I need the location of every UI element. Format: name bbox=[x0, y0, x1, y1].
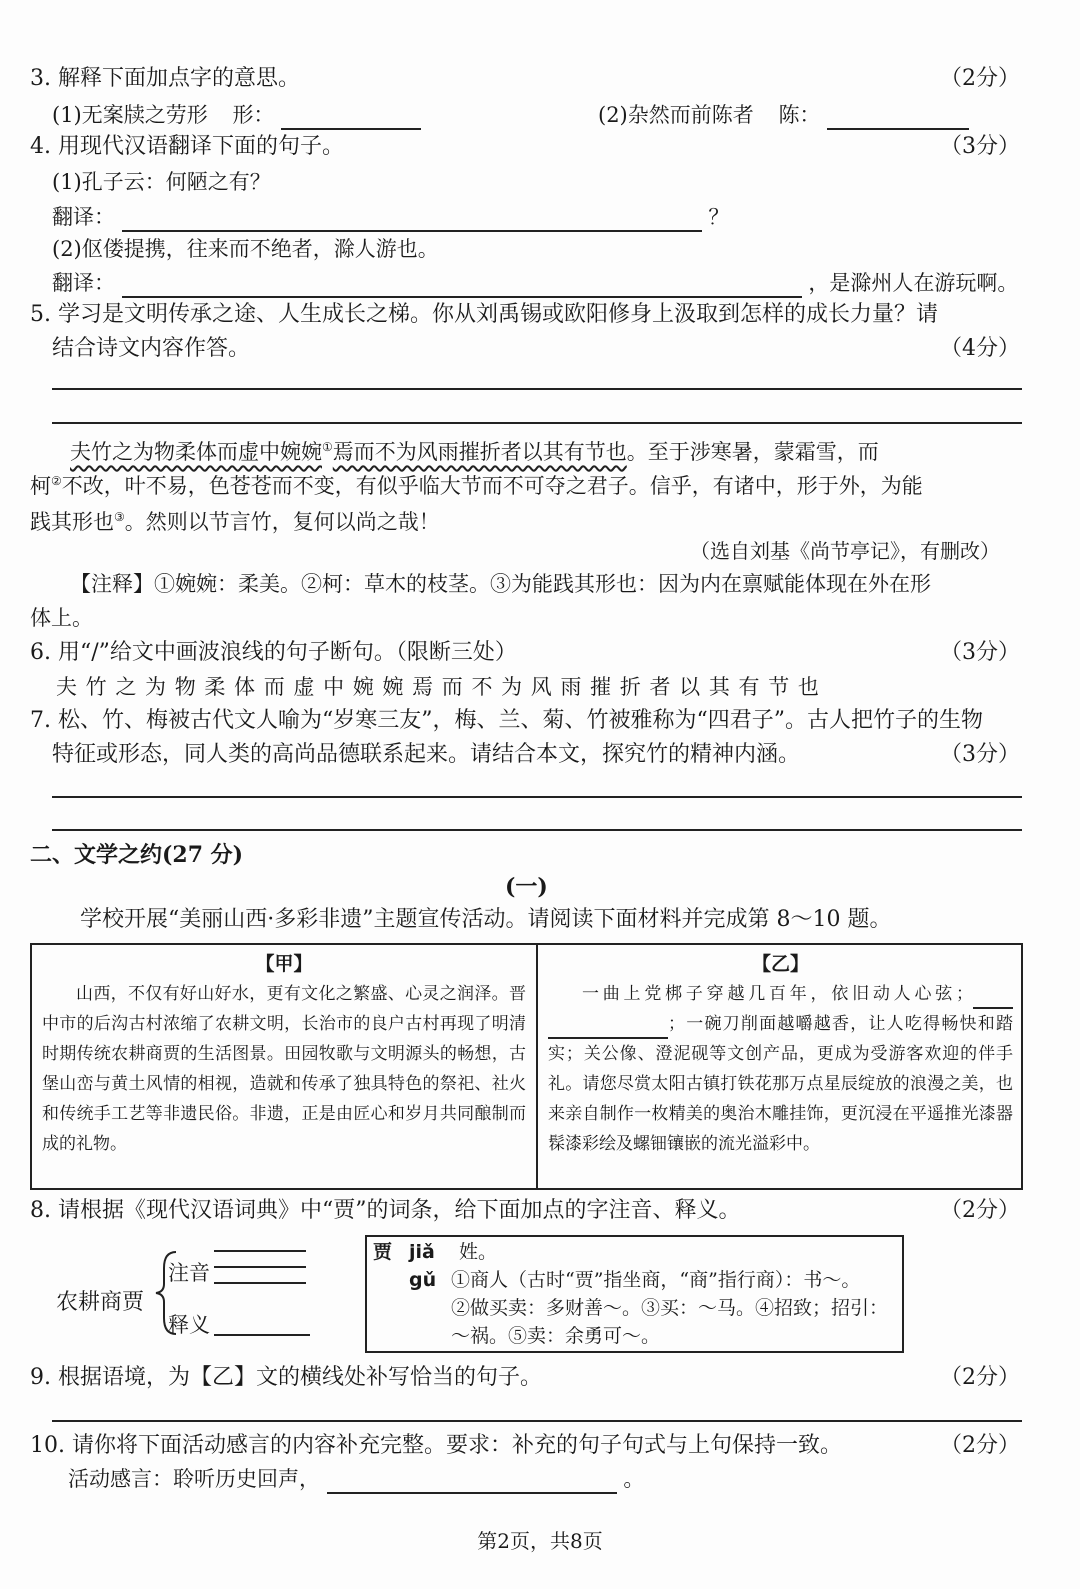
section2-title: 二、文学之约(27 分) bbox=[30, 842, 244, 868]
section2-intro: 学校开展“美丽山西·多彩非遗”主题宣传活动。请阅读下面材料并完成第 8～10 题。 bbox=[80, 907, 892, 932]
q4-end1: ？ bbox=[708, 205, 730, 229]
dict-gu-pinyin: gǔ bbox=[409, 1269, 437, 1291]
passage-wavy-b: 焉而不为风雨摧折者以其有节也 bbox=[332, 440, 627, 464]
q8-meaning-line[interactable] bbox=[214, 1334, 310, 1336]
q10-prompt: 活动感言：聆听历史回声， bbox=[68, 1467, 320, 1491]
dict-gu-def-2: ②做买卖：多财善～。③买：～马。④招致；招引： bbox=[451, 1297, 889, 1319]
material-yi-head: 【乙】 bbox=[751, 953, 809, 975]
passage-line3-a: 践其形也 bbox=[30, 510, 114, 534]
material-yi-text-2: ；一碗刀削面越嚼越香，让人吃得畅快和踏实；关公像、澄泥砚等文创产品，更成为受游客欢迎的伴手礼。请您尽赏太阳古镇打铁花那万点星辰绽放的浪漫之美，也来亲自制作一枚精美的奥治木雕挂饰，更沉浸在平遥推光漆器髹漆彩绘及螺钿镶嵌的流光溢彩中。 bbox=[548, 1014, 1013, 1154]
q4-translate1 bbox=[52, 202, 729, 232]
q10-title: 10. 请你将下面活动感言的内容补充完整。要求：补充的句子句式与上句保持一致。 bbox=[30, 1433, 842, 1458]
q3-item2-key: 陈： bbox=[778, 103, 821, 127]
q6-points: （3分） bbox=[940, 640, 1020, 665]
passage-line2-a: 柯 bbox=[30, 474, 51, 498]
q9-title: 9. 根据语境，为【乙】文的横线处补写恰当的句子。 bbox=[30, 1365, 542, 1390]
q3-item2 bbox=[598, 100, 969, 130]
q4-title: 4. 用现代汉语翻译下面的句子。 bbox=[30, 134, 344, 159]
q4-answer1-blank[interactable] bbox=[122, 208, 702, 232]
note-ref-1: ① bbox=[322, 440, 333, 454]
q3-item1-text: (1)无案牍之劳形 bbox=[52, 103, 208, 127]
q3-item1 bbox=[52, 100, 421, 130]
dictionary-entry bbox=[365, 1235, 904, 1353]
q4-points: （3分） bbox=[940, 134, 1020, 159]
material-jia-body: 山西，不仅有好山好水，更有文化之繁盛、心灵之润泽。晋中市的后沟古村浓缩了农耕文明，长治市的良户古村再现了明清时期传统农耕商贾的生活图景。田园牧歌与文明源头的畅想，古堡山峦与黄土风情的相视，造就和传承了独具特色的祭祀、社火和传统手工艺等非遗民俗。非遗，正是由匠心和岁月共同酿制而成的礼物。 bbox=[42, 984, 526, 1154]
material-yi-text-1: 一曲上党梆子穿越几百年，依旧动人心弦； bbox=[582, 984, 973, 1004]
q5-answer-line-1[interactable] bbox=[52, 388, 1022, 390]
passage-source: （选自刘基《尚节亭记》，有删改） bbox=[690, 539, 1000, 563]
passage-line2 bbox=[30, 466, 923, 501]
note-ref-2: ② bbox=[51, 474, 62, 488]
q7-points: （3分） bbox=[940, 742, 1020, 767]
passage-line1 bbox=[70, 432, 879, 467]
q10-prompt-line bbox=[68, 1464, 644, 1494]
passage-line3-b: 。然则以节言竹，复何以尚之哉！ bbox=[124, 510, 440, 534]
page-footer: 第2页，共8页 bbox=[477, 1529, 603, 1553]
passage-notes-line2: 体上。 bbox=[30, 606, 93, 630]
material-yi-body bbox=[548, 979, 1013, 1159]
q4-item2: (2)伛偻提携，往来而不绝者，滁人游也。 bbox=[52, 237, 439, 261]
q3-answer1-blank[interactable] bbox=[281, 106, 421, 130]
q3-points: （2分） bbox=[940, 66, 1020, 91]
q10-end: 。 bbox=[623, 1467, 645, 1491]
q7-answer-line-2[interactable] bbox=[52, 829, 1022, 831]
q8-pinyin-line-3[interactable] bbox=[214, 1282, 306, 1284]
material-table bbox=[30, 943, 1023, 1190]
section2-sub: (一) bbox=[505, 874, 548, 900]
dict-jia-def: 姓。 bbox=[459, 1241, 498, 1263]
q4-answer2-blank[interactable] bbox=[122, 274, 802, 298]
q4-end2: ，是滁州人在游玩啊。 bbox=[808, 271, 1019, 295]
passage-line1-rest: 。至于涉寒暑，蒙霜雪，而 bbox=[626, 440, 879, 464]
q3-answer2-blank[interactable] bbox=[827, 106, 969, 130]
material-yi-blank-b[interactable] bbox=[548, 1019, 668, 1039]
material-yi-blank-a[interactable] bbox=[973, 989, 1013, 1009]
q4-translate2 bbox=[52, 268, 1018, 298]
q4-label1: 翻译： bbox=[52, 205, 115, 229]
q7-line1: 7. 松、竹、梅被古代文人喻为“岁寒三友”，梅、兰、菊、竹被雅称为“四君子”。古人把竹子的生物 bbox=[30, 708, 983, 733]
q6-sentence[interactable]: 夫 竹 之 为 物 柔 体 而 虚 中 婉 婉 焉 而 不 为 风 雨 摧 折 者 以 其 有 节 也 bbox=[56, 675, 820, 699]
dict-char: 贾 bbox=[373, 1241, 393, 1263]
q6-title: 6. 用“/”给文中画波浪线的句子断句。（限断三处） bbox=[30, 640, 517, 665]
q5-line1: 5. 学习是文明传承之途、人生成长之梯。你从刘禹锡或欧阳修身上汲取到怎样的成长力量？请 bbox=[30, 302, 938, 327]
q10-answer-blank[interactable] bbox=[327, 1470, 617, 1494]
note-ref-3: ③ bbox=[114, 510, 125, 524]
q4-label2: 翻译： bbox=[52, 271, 115, 295]
q7-line2: 特征或形态，同人类的高尚品德联系起来。请结合本文，探究竹的精神内涵。 bbox=[52, 742, 801, 767]
q5-answer-line-2[interactable] bbox=[52, 422, 1022, 424]
q3-title: 3. 解释下面加点字的意思。 bbox=[30, 66, 300, 91]
material-jia-head: 【甲】 bbox=[255, 953, 313, 975]
q3-item1-key: 形： bbox=[232, 103, 275, 127]
q9-points: （2分） bbox=[940, 1365, 1020, 1390]
q8-title: 8. 请根据《现代汉语词典》中“贾”的词条，给下面加点的字注音、释义。 bbox=[30, 1198, 741, 1223]
q8-pinyin-label: 注音 bbox=[168, 1261, 210, 1285]
q8-meaning-label: 释义 bbox=[168, 1313, 210, 1337]
material-yi bbox=[538, 945, 1023, 1188]
passage-wavy-a: 夫竹之为物柔体而虚中婉婉 bbox=[70, 440, 322, 464]
dict-gu-def-3: ～祸。⑤卖：余勇可～。 bbox=[451, 1325, 661, 1347]
q8-pinyin-line-1[interactable] bbox=[214, 1250, 306, 1252]
q7-answer-line-1[interactable] bbox=[52, 796, 1022, 798]
q8-pinyin-line-2[interactable] bbox=[214, 1266, 306, 1268]
q8-points: （2分） bbox=[940, 1198, 1020, 1223]
q5-points: （4分） bbox=[940, 336, 1020, 361]
passage-notes-line1: 【注释】①婉婉：柔美。②柯：草木的枝茎。③为能践其形也：因为内在禀赋能体现在外在形 bbox=[70, 572, 931, 596]
material-jia bbox=[32, 945, 538, 1188]
q10-points: （2分） bbox=[940, 1433, 1020, 1458]
q3-item2-text: (2)杂然而前陈者 bbox=[598, 103, 754, 127]
q4-item1: (1)孔子云：何陋之有？ bbox=[52, 170, 271, 194]
passage-line3 bbox=[30, 502, 440, 537]
q8-word: 农耕商贾 bbox=[56, 1290, 145, 1315]
dict-gu-def-1: ①商人（古时“贾”指坐商，“商”指行商）：书～。 bbox=[451, 1269, 861, 1291]
passage-line2-b: 不改，叶不易，色苍苍而不变，有似乎临大节而不可夺之君子。信乎，有诸中，形于外，为能 bbox=[61, 474, 923, 498]
q9-answer-line[interactable] bbox=[52, 1420, 1022, 1422]
q5-line2: 结合诗文内容作答。 bbox=[52, 336, 251, 361]
dict-jia-pinyin: jiǎ bbox=[409, 1241, 435, 1263]
